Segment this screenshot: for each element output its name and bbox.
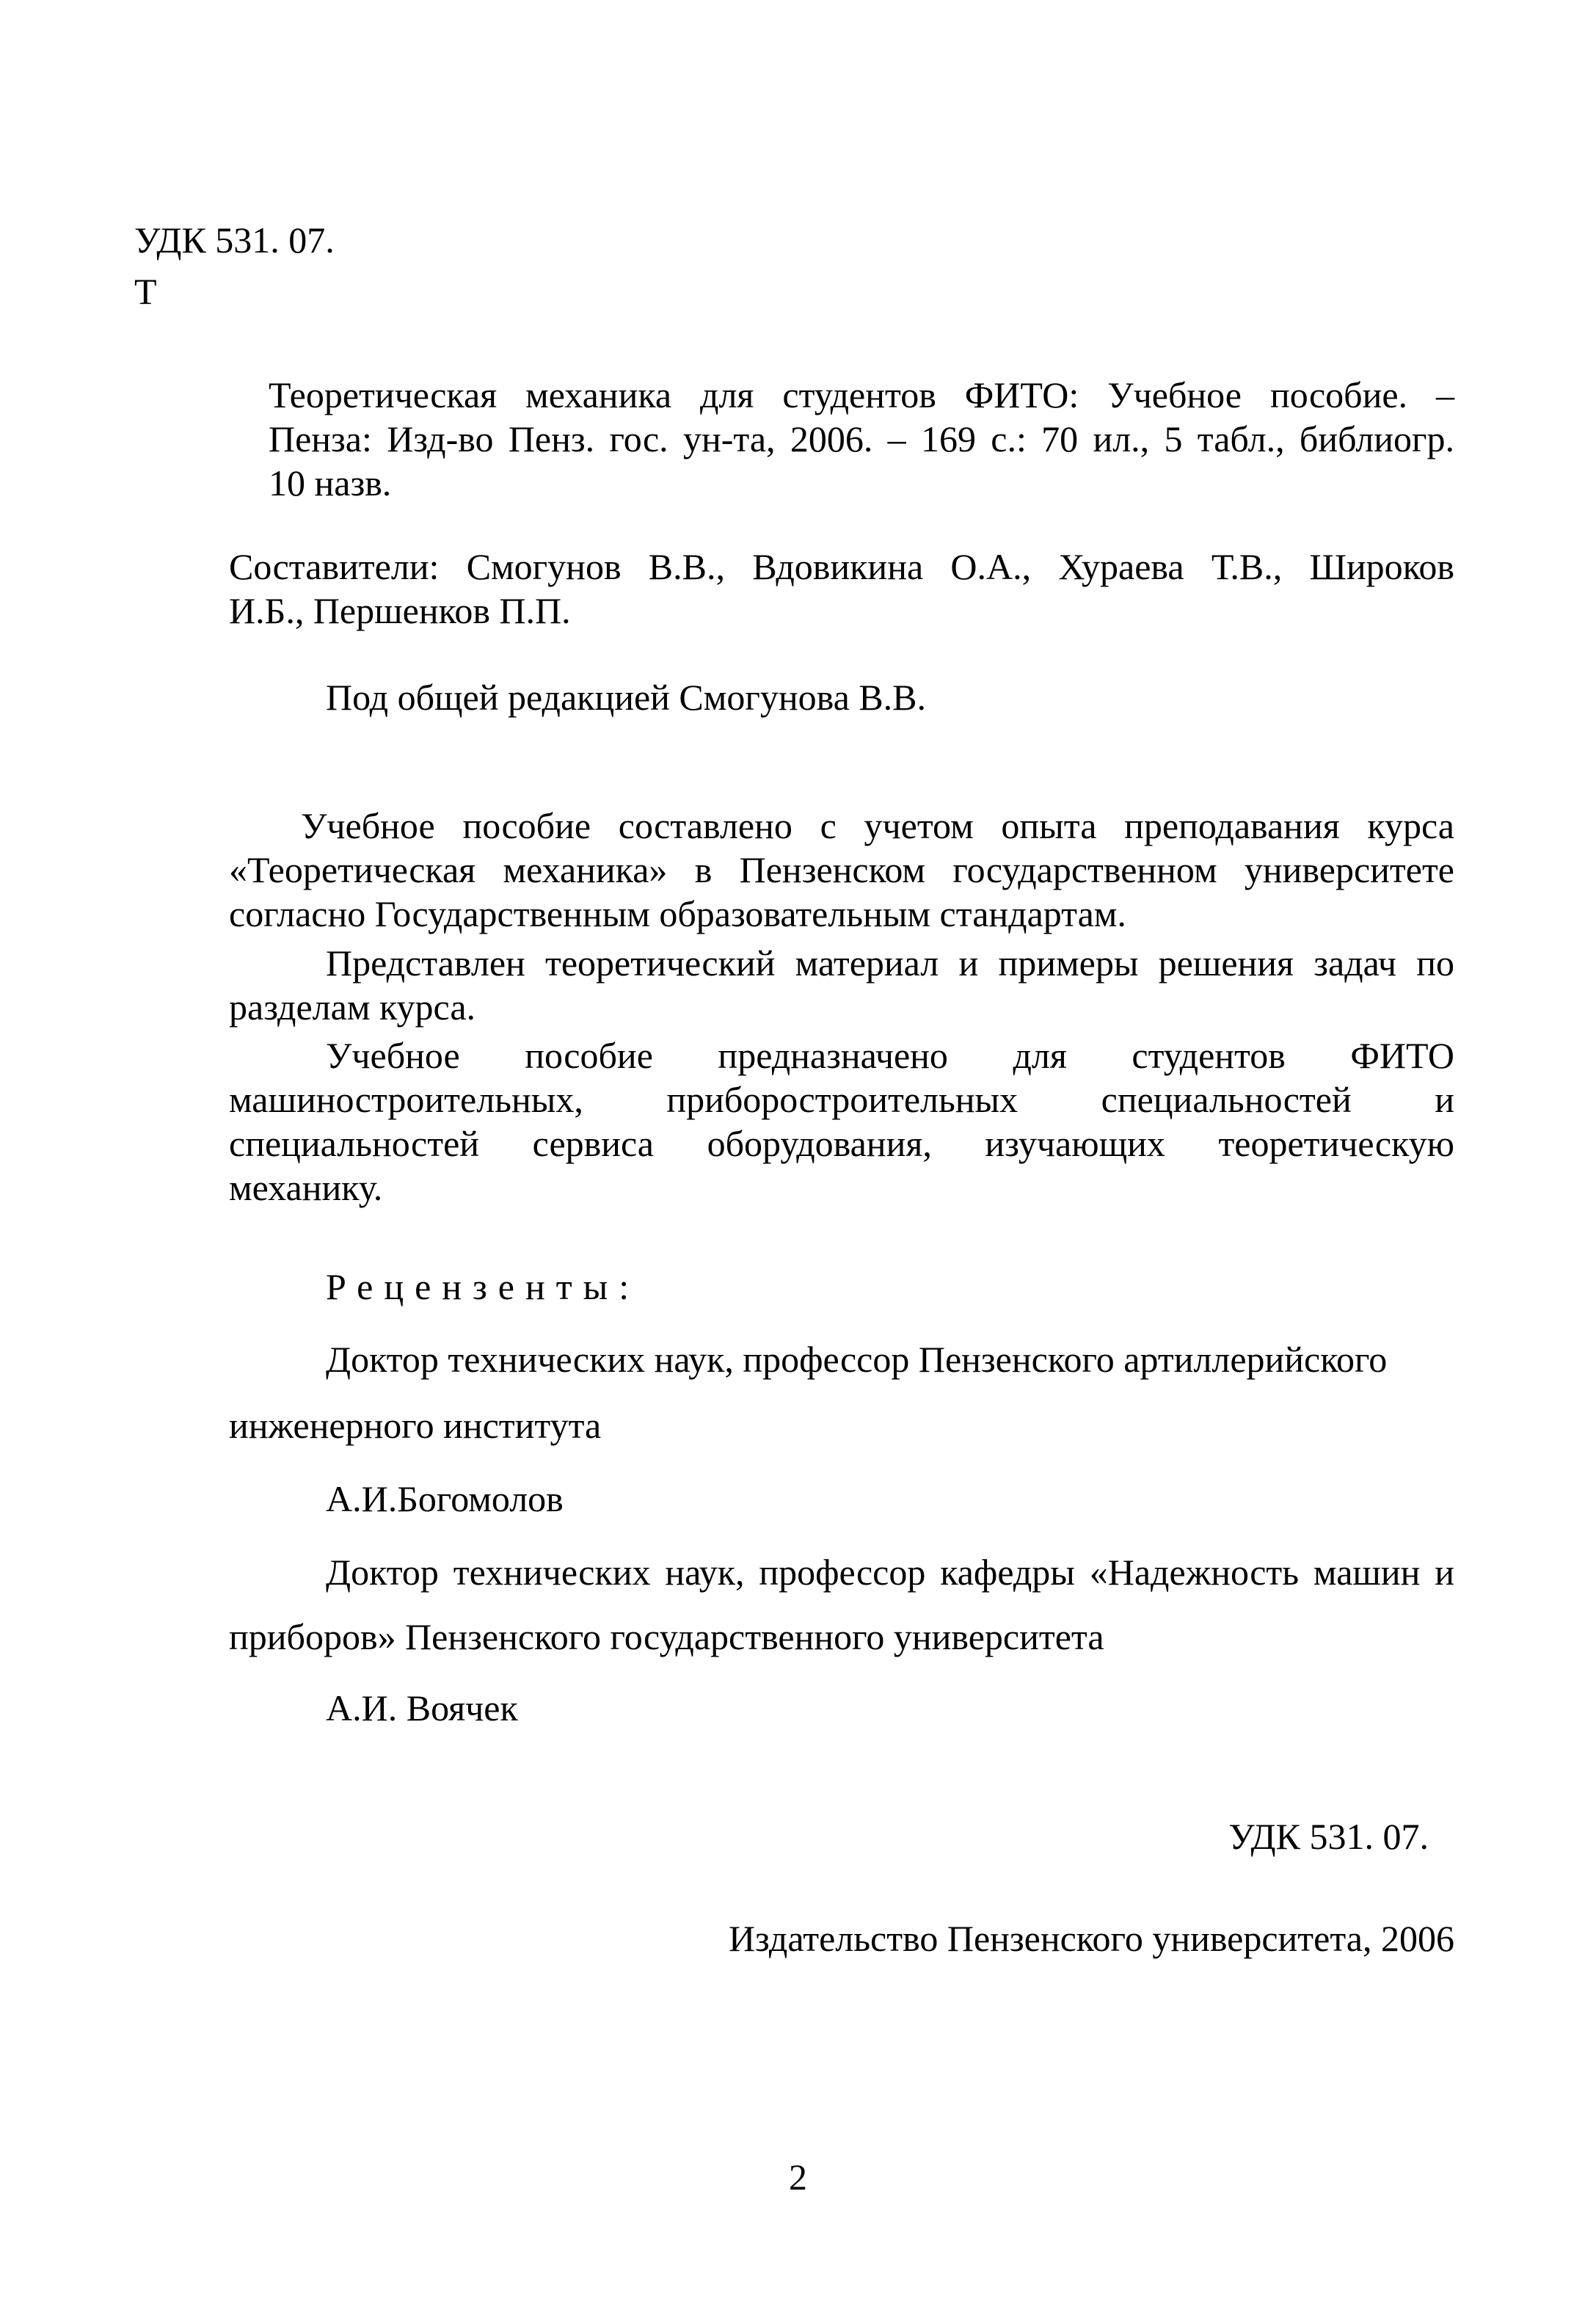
reviewer-1-name: А.И.Богомолов bbox=[326, 1478, 564, 1519]
footer-udk: УДК 531. 07. bbox=[1228, 1816, 1429, 1857]
abstract-p3-line-2: машиностроительных, приборостроительных специальностей и bbox=[229, 1079, 1454, 1120]
publisher-line: Издательство Пензенского университета, 2006 bbox=[728, 1918, 1454, 1959]
reviewer-1-line-1: Доктор технических наук, профессор Пензенского артиллерийского bbox=[326, 1339, 1388, 1380]
abstract-p2-line-1: Представлен теоретический материал и примеры решения задач по bbox=[326, 942, 1454, 984]
udk-code: УДК 531. 07. bbox=[134, 219, 335, 261]
abstract-p1-line-1: Учебное пособие составлено с учетом опыта преподавания курса bbox=[301, 805, 1454, 846]
abstract-p3-line-3: специальностей сервиса оборудования, изучающих теоретическую bbox=[229, 1123, 1454, 1164]
abstract-p3-line-4: механику. bbox=[229, 1167, 383, 1208]
reviewer-1-line-2: инженерного института bbox=[229, 1405, 602, 1446]
bibliographic-line-2: Пенза: Изд-во Пенз. гос. ун-та, 2006. – 169 с.: 70 ил., 5 табл., библиогр. bbox=[269, 418, 1454, 459]
abstract-p1-line-2: «Теоретическая механика» в Пензенском государственном университете bbox=[229, 849, 1454, 890]
index-letter: Т bbox=[134, 271, 157, 312]
editor-line: Под общей редакцией Смогунова В.В. bbox=[326, 677, 927, 718]
reviewer-2-line-2: приборов» Пензенского государственного университета bbox=[229, 1616, 1104, 1657]
compilers-line-1: Составители: Смогунов В.В., Вдовикина О.А., Хураева Т.В., Широков bbox=[229, 546, 1454, 587]
compilers-line-2: И.Б., Першенков П.П. bbox=[229, 590, 571, 631]
abstract-p1-line-3: согласно Государственным образовательным стандартам. bbox=[229, 893, 1126, 934]
bibliographic-line-1: Теоретическая механика для студентов ФИТО: Учебное пособие. – bbox=[269, 374, 1454, 415]
abstract-p2-line-2: разделам курса. bbox=[229, 986, 476, 1028]
reviewer-2-line-1: Доктор технических наук, профессор кафедры «Надежность машин и bbox=[326, 1552, 1454, 1593]
abstract-p3-line-1: Учебное пособие предназначено для студентов ФИТО bbox=[326, 1035, 1454, 1076]
bibliographic-line-3: 10 назв. bbox=[269, 462, 392, 504]
page-number: 2 bbox=[789, 2156, 807, 2198]
reviewers-heading: Рецензенты: bbox=[326, 1266, 641, 1307]
reviewer-2-name: А.И. Воячек bbox=[326, 1687, 518, 1728]
